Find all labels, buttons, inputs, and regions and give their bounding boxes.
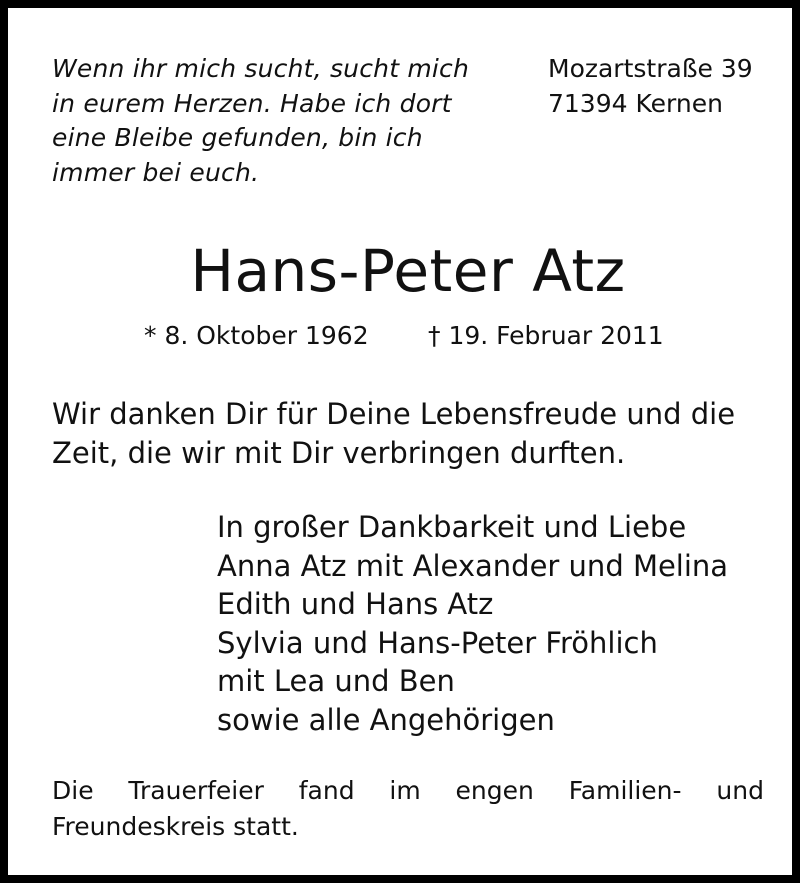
thanks-line: Zeit, die wir mit Dir verbringen durften. bbox=[52, 435, 626, 470]
funeral-note-word: Die bbox=[52, 776, 94, 805]
signer-line: Sylvia und Hans-Peter Fröhlich bbox=[217, 625, 658, 660]
quote-line: Wenn ihr mich sucht, sucht mich bbox=[52, 54, 470, 83]
funeral-note-line-2: Freundeskreis statt. bbox=[52, 812, 299, 841]
family-address bbox=[548, 52, 788, 121]
thanks-message bbox=[52, 395, 772, 472]
funeral-note-word: fand bbox=[298, 776, 355, 805]
funeral-note-word: Trauerfeier bbox=[128, 776, 264, 805]
funeral-note-word: im bbox=[389, 776, 421, 805]
address-street: Mozartstraße 39 bbox=[548, 54, 753, 83]
quote-line: immer bei euch. bbox=[52, 157, 260, 187]
birth-date: * 8. Oktober 1962 bbox=[144, 321, 369, 350]
funeral-note-line-1 bbox=[52, 773, 764, 809]
mourners-list bbox=[217, 508, 777, 739]
death-date: † 19. Februar 2011 bbox=[428, 321, 664, 350]
funeral-note-word: Familien- bbox=[568, 776, 682, 805]
memorial-quote bbox=[52, 52, 522, 190]
signer-line: mit Lea und Ben bbox=[217, 664, 455, 698]
address-city: 71394 Kernen bbox=[548, 88, 723, 118]
signer-line: Edith und Hans Atz bbox=[217, 587, 494, 621]
quote-line: eine Bleibe gefunden, bin ich bbox=[52, 123, 423, 152]
funeral-note-word: engen bbox=[455, 776, 534, 805]
funeral-note bbox=[52, 773, 764, 845]
deceased-name: Hans-Peter Atz bbox=[190, 237, 626, 305]
thanks-line: Wir danken Dir für Deine Lebensfreude und die bbox=[52, 397, 736, 431]
signer-line: Anna Atz mit Alexander und Melina bbox=[217, 548, 729, 583]
signer-line: sowie alle Angehörigen bbox=[217, 702, 555, 737]
quote-line: in eurem Herzen. Habe ich dort bbox=[52, 88, 452, 118]
funeral-note-word: und bbox=[716, 776, 764, 805]
signer-line: In großer Dankbarkeit und Liebe bbox=[217, 510, 687, 544]
